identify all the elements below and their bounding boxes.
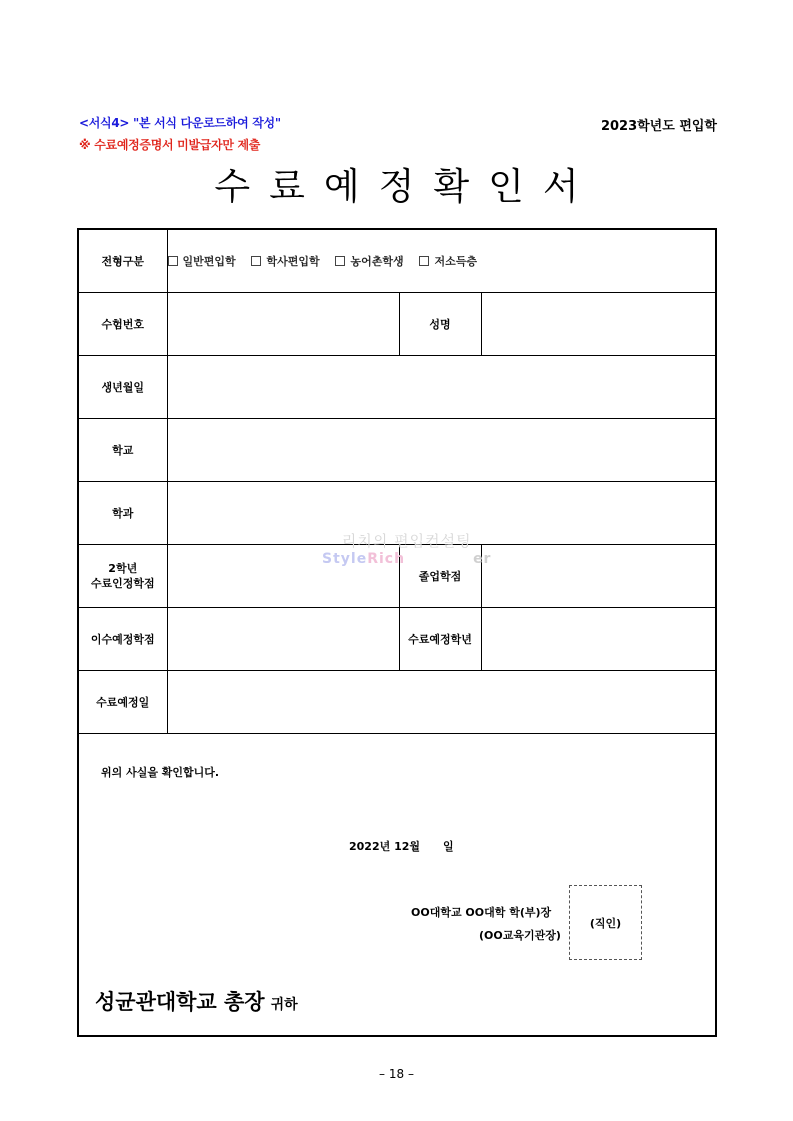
exam-number-field[interactable] (167, 293, 399, 356)
school-field[interactable] (167, 419, 715, 482)
confirmation-text: 위의 사실을 확인합니다. (101, 766, 220, 779)
watermark-brand: StyleRich er (322, 551, 492, 567)
planned-credits-field[interactable] (167, 608, 399, 671)
row-department (79, 482, 715, 545)
row-birth-date (79, 356, 715, 419)
birth-date-field[interactable] (167, 356, 715, 419)
issuer-title: OO대학교 OO대학 학(부)장 (411, 906, 552, 919)
row-planned (79, 608, 715, 671)
row-planned-date (79, 671, 715, 734)
submission-notice: ※ 수료예정증명서 미발급자만 제출 (79, 138, 261, 152)
checkbox-icon[interactable] (168, 256, 178, 266)
page-number: – 18 – (379, 1067, 414, 1081)
admission-type-label: 전형구분 (79, 230, 167, 293)
exam-number-label: 수험번호 (79, 293, 167, 356)
form-table (79, 230, 715, 734)
planned-year-label: 수료예정학년 (399, 608, 481, 671)
planned-date-label: 수료예정일 (79, 671, 167, 734)
department-label: 학과 (79, 482, 167, 545)
planned-year-field[interactable] (481, 608, 715, 671)
school-label: 학교 (79, 419, 167, 482)
option-low-income[interactable]: 저소득층 (419, 253, 477, 269)
row-school (79, 419, 715, 482)
admission-type-options (167, 230, 715, 293)
watermark-korean: 리치의 편입컨설팅 (341, 532, 472, 550)
name-label: 성명 (399, 293, 481, 356)
grad-credits-field[interactable] (481, 545, 715, 608)
official-seal-box (569, 885, 642, 960)
admission-year-label: 2023학년도 편입학 (600, 119, 717, 134)
form-number-label: <서식4> "본 서식 다운로드하여 작성" (79, 116, 281, 130)
birth-date-label: 생년월일 (79, 356, 167, 419)
option-general-transfer[interactable]: 일반편입학 (168, 253, 236, 269)
document-title: 수료예정확인서 (214, 165, 598, 208)
row-exam-name (79, 293, 715, 356)
planned-date-field[interactable] (167, 671, 715, 734)
recipient-honorific: 귀하 (270, 997, 298, 1013)
issuer-subtitle: (OO교육기관장) (479, 929, 561, 942)
row-credits (79, 545, 715, 608)
recipient-name: 성균관대학교 총장 (95, 989, 265, 1014)
certificate-form (77, 228, 717, 1037)
option-bachelor-transfer[interactable]: 학사편입학 (251, 253, 319, 269)
planned-credits-label: 이수예정학점 (79, 608, 167, 671)
issue-date: 2022년 12월 일 (349, 840, 454, 853)
checkbox-icon[interactable] (335, 256, 345, 266)
year2-credits-field[interactable] (167, 545, 399, 608)
checkbox-icon[interactable] (251, 256, 261, 266)
row-admission-type (79, 230, 715, 293)
department-field[interactable] (167, 482, 715, 545)
year2-credits-label: 2학년 수료인정학점 (79, 545, 167, 608)
seal-label: (직인) (589, 916, 622, 930)
recipient (95, 986, 298, 1016)
grad-credits-label: 졸업학점 (399, 545, 481, 608)
option-rural-student[interactable]: 농어촌학생 (335, 253, 403, 269)
name-field[interactable] (481, 293, 715, 356)
checkbox-icon[interactable] (419, 256, 429, 266)
